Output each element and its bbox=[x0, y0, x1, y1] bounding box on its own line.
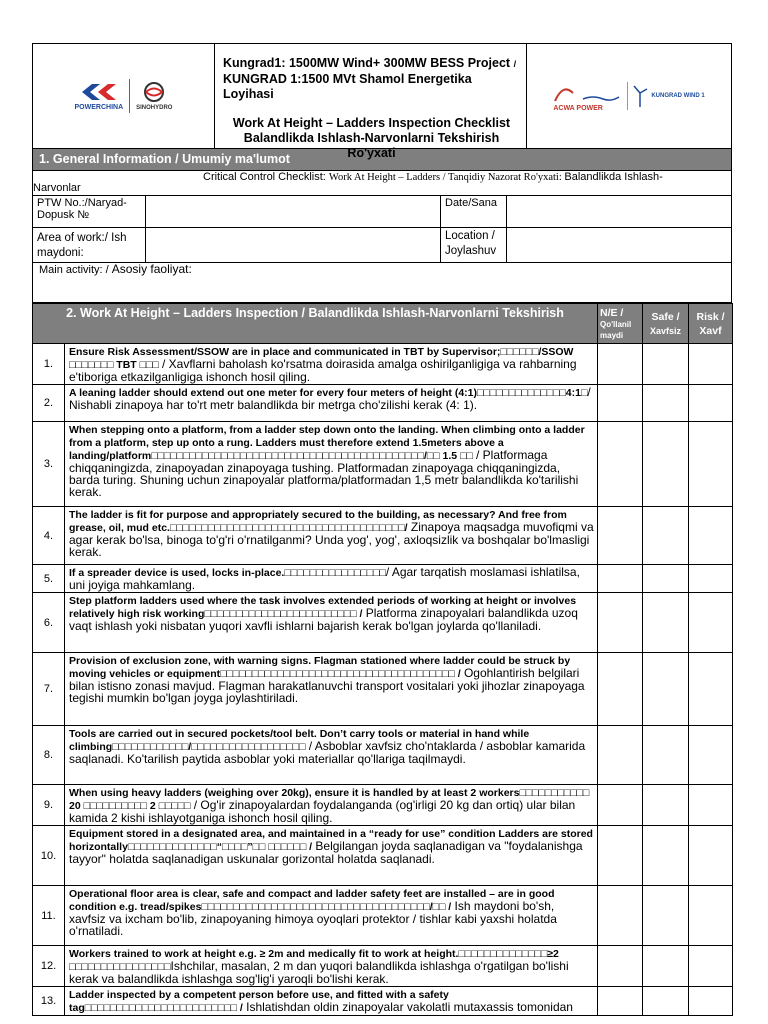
risk-checkbox[interactable] bbox=[689, 422, 733, 507]
sinohydro-wordmark: SINOHYDRO bbox=[136, 105, 173, 111]
ne-checkbox[interactable] bbox=[598, 785, 643, 826]
contractor-logos bbox=[33, 44, 215, 148]
risk-checkbox[interactable] bbox=[689, 826, 733, 886]
section2-title: 2. Work At Height – Ladders Inspection / Balandlikda Ishlash-Narvonlarni Tekshirish bbox=[33, 304, 598, 344]
table-row: 11. Operational floor area is clear, safe and compact and ladder safety feet are installed – are in good condition e.g. tread/spikes□□□□□□□□□□□□□□□□□□□□□□□□□□□□□□□□□□□□/□□ / Ish maydoni bo'sh, xavfsiz va ixcham bo'lib, zinapoyaning himoya oyoqlari protektor / tishlar kabi yaxshi holatda o'rnatiladi. bbox=[33, 886, 733, 946]
acwa-power-logo bbox=[553, 81, 623, 112]
ne-checkbox[interactable] bbox=[598, 507, 643, 565]
location-label: Location / Joylashuv bbox=[441, 228, 507, 263]
ne-checkbox[interactable] bbox=[598, 726, 643, 785]
date-field[interactable] bbox=[507, 196, 732, 228]
location-field[interactable] bbox=[507, 228, 732, 263]
area-label: Area of work:/ Ish maydoni: bbox=[33, 228, 146, 263]
sinohydro-logo bbox=[136, 81, 172, 111]
safe-checkbox[interactable] bbox=[643, 507, 689, 565]
safe-checkbox[interactable] bbox=[643, 385, 689, 422]
table-row: 2. A leaning ladder should extend out one meter for every four meters of height (4:1)□□□□□□□□□□□□□□4:1□/ Nishabli zinapoya har to'rt metr balandlikda bir metrga cho'zilishi kerak (4: 1). bbox=[33, 385, 733, 422]
risk-checkbox[interactable] bbox=[689, 987, 733, 1016]
client-logos bbox=[527, 44, 731, 148]
table-row: 9. When using heavy ladders (weighing over 20kg), ensure it is handled by at least 2 workers□□□□□□□□□□□ 20 □□□□□□□□□□ 2 □□□□□ / Og'ir zinapoyalardan foydalanganda (og'irligi 20 kg dan ortiq) ular bilan kamida 2 kishi ishlayotganiga ishonch hosil qiling. bbox=[33, 785, 733, 826]
safe-checkbox[interactable] bbox=[643, 422, 689, 507]
ne-checkbox[interactable] bbox=[598, 593, 643, 653]
table-row: 13. Ladder inspected by a competent person before use, and fitted with a safety tag□□□□□□□□□□□□□□□□□□□□□□□□ / Ishlatishdan oldin zinapoyalar vakolatli mutaxassis tomonidan bbox=[33, 987, 733, 1016]
ne-checkbox[interactable] bbox=[598, 565, 643, 593]
safe-checkbox[interactable] bbox=[643, 565, 689, 593]
area-field[interactable] bbox=[146, 228, 441, 263]
safe-checkbox[interactable] bbox=[643, 653, 689, 726]
risk-checkbox[interactable] bbox=[689, 886, 733, 946]
checklist-page bbox=[32, 43, 732, 1016]
safe-checkbox[interactable] bbox=[643, 785, 689, 826]
ne-checkbox[interactable] bbox=[598, 385, 643, 422]
risk-checkbox[interactable] bbox=[689, 565, 733, 593]
logo-divider bbox=[129, 79, 130, 113]
date-label: Date/Sana bbox=[441, 196, 507, 228]
table-row: 12. Workers trained to work at height e.g. ≥ 2m and medically fit to work at height.□□□□□□□□□□□□□□≥2 □□□□□□□□□□□□□□□□Ishchilar, masalan, 2 m dan yuqori balandlikda ishlashga o'rgatilgan bo'lishi kerak va balandlikda ishlashga sog'lig'i yaroqli bo'lishi kerak. bbox=[33, 946, 733, 987]
risk-checkbox[interactable] bbox=[689, 726, 733, 785]
powerchina-wordmark: POWERCHINA bbox=[74, 103, 124, 111]
table-row: 1. Ensure Risk Assessment/SSOW are in place and communicated in TBT by Supervisor;□□□□□□/SSOW □□□□□□□ TBT □□□ / Xavflarni baholash ko'rsatma doirasida amalga oshirilganligiga va rahbarning e'tiboriga etkazilganligiga ishonch hosil qiling. bbox=[33, 344, 733, 385]
kungrad-wordmark: KUNGRAD WIND 1 bbox=[651, 93, 705, 99]
sinohydro-mark-icon bbox=[141, 81, 167, 103]
table-row: 3. When stepping onto a platform, from a ladder step down onto the landing. When climbing onto a ladder from a platform, step up onto a rung. Ladders must therefore extend 1.5meters above a landing/platform□□□□□□□□□□□□□□□□□□□□□□□□□□□□□□□□□□□□□□□□□□□/□□ 1.5 □□ / Platformaga chiqqaningizda, zinapoyadan zinapoyaga tushing. Platformadan zinapoyaga chiqqaningizda, barda turing. Shuning uchun zinapoyalar platforma/platformadan 1,5 metr balandlikda ko'tarilishi kerak. bbox=[33, 422, 733, 507]
safe-checkbox[interactable] bbox=[643, 726, 689, 785]
safe-checkbox[interactable] bbox=[643, 593, 689, 653]
section1-title: 1. General Information / Umumiy ma'lumot bbox=[32, 149, 732, 171]
risk-checkbox[interactable] bbox=[689, 507, 733, 565]
ne-checkbox[interactable] bbox=[598, 826, 643, 886]
risk-checkbox[interactable] bbox=[689, 344, 733, 385]
logo-divider-right bbox=[627, 82, 628, 110]
ne-checkbox[interactable] bbox=[598, 886, 643, 946]
table-row: 4. The ladder is fit for purpose and appropriately secured to the building, as necessary? And free from grease, oil, mud etc.□□□□□□□□□□□□□□□□□□□□□□□□□□□□□□□□□□□□□/ Zinapoya maqsadga muvofiqmi va agar kerak bo'lsa, binoga to'g'ri o'rnatilganmi? Unda yog', yog', axloqsizlik va boshqalar bo'lmasligi kerak. bbox=[33, 507, 733, 565]
risk-checkbox[interactable] bbox=[689, 946, 733, 987]
risk-checkbox[interactable] bbox=[689, 385, 733, 422]
general-info-table bbox=[32, 195, 732, 263]
safe-checkbox[interactable] bbox=[643, 886, 689, 946]
risk-checkbox[interactable] bbox=[689, 593, 733, 653]
critical-control-line: Critical Control Checklist: Work At Height – Ladders / Tanqidiy Nazorat Ro'yxati: Balandlikda Ishlash- Narvonlar bbox=[32, 171, 732, 195]
table-row: 10. Equipment stored in a designated area, and maintained in a “ready for use” condition Ladders are stored horizontally□□□□□□□□□□□□□□“□□□□”□□ □□□□□□ / Belgilangan joyda saqlanadigan va "foydalanishga tayyor" holatda saqlanadigan uskunalar gorizontal holatda saqlanadi. bbox=[33, 826, 733, 886]
col-ne-header: N/E / Qo'llanil maydi bbox=[598, 304, 643, 344]
powerchina-logo bbox=[75, 82, 124, 111]
checklist-title: Work At Height – Ladders Inspection Checklist Balandlikda Ishlash-Narvonlarni Tekshirish Ro'yxati bbox=[232, 116, 511, 160]
kungrad-wind-logo bbox=[632, 85, 704, 107]
ptw-field[interactable] bbox=[146, 196, 441, 228]
ne-checkbox[interactable] bbox=[598, 987, 643, 1016]
table-row: 6. Step platform ladders used where the task involves extended periods of working at height or involves relatively high risk working□□□□□□□□□□□□□□□□□□□□□□□□ / Platforma zinapoyalari balandlikda uzoq vaqt ishlash yoki nisbatan yuqori xavfli ishlarni bajarish kerak bo'lgan joylarda qo'llaniladi. bbox=[33, 593, 733, 653]
ne-checkbox[interactable] bbox=[598, 344, 643, 385]
table-row: 5. If a spreader device is used, locks in-place.□□□□□□□□□□□□□□□□/ Agar tarqatish moslamasi ishlatilsa, uni joyiga mahkamlang. bbox=[33, 565, 733, 593]
powerchina-mark-icon bbox=[78, 82, 120, 102]
risk-checkbox[interactable] bbox=[689, 653, 733, 726]
project-name: Kungrad1: 1500MW Wind+ 300MW BESS Project / bbox=[223, 56, 517, 70]
table-row: 7. Provision of exclusion zone, with warning signs. Flagman stationed where ladder could be struck by moving vehicles or equipment□□□□□□□□□□□□□□□□□□□□□□□□□□□□□□□□□□□□□ / Ogohlantirish belgilari bilan istisno zonasi mavjud. Flagman harakatlanuvchi transport vositalari yoki jihozlar zinapoyaga tegishi mumkin bo'lgan joyga joylashtiriladi. bbox=[33, 653, 733, 726]
inspection-checklist-table bbox=[32, 303, 733, 1016]
col-safe-header: Safe / Xavfsiz bbox=[643, 304, 689, 344]
project-name-uz: KUNGRAD 1:1500 MVt Shamol Energetika Loyihasi bbox=[223, 72, 472, 101]
ne-checkbox[interactable] bbox=[598, 422, 643, 507]
ptw-label: PTW No.:/Naryad-Dopusk № bbox=[33, 196, 146, 228]
ne-checkbox[interactable] bbox=[598, 946, 643, 987]
safe-checkbox[interactable] bbox=[643, 946, 689, 987]
safe-checkbox[interactable] bbox=[643, 344, 689, 385]
acwa-mark-icon bbox=[553, 81, 623, 105]
safe-checkbox[interactable] bbox=[643, 987, 689, 1016]
main-activity-field[interactable]: Main activity: / Asosiy faoliyat: bbox=[32, 263, 732, 303]
safe-checkbox[interactable] bbox=[643, 826, 689, 886]
table-row: 8. Tools are carried out in secured pockets/tool belt. Don’t carry tools or material in hand while climbing□□□□□□□□□□□□/□□□□□□□□□□□□□□□□□□ / Asboblar xavfsiz cho'ntaklarda / asboblar kamarida saqlanadi. Ko'tarilish paytida asboblar yoki materiallar qo'llariga taqilmaydi. bbox=[33, 726, 733, 785]
acwa-wordmark: ACWA POWER bbox=[553, 104, 603, 112]
ne-checkbox[interactable] bbox=[598, 653, 643, 726]
risk-checkbox[interactable] bbox=[689, 785, 733, 826]
wind-turbine-icon bbox=[632, 85, 648, 107]
col-risk-header: Risk / Xavf bbox=[689, 304, 733, 344]
project-title-block bbox=[215, 44, 527, 160]
